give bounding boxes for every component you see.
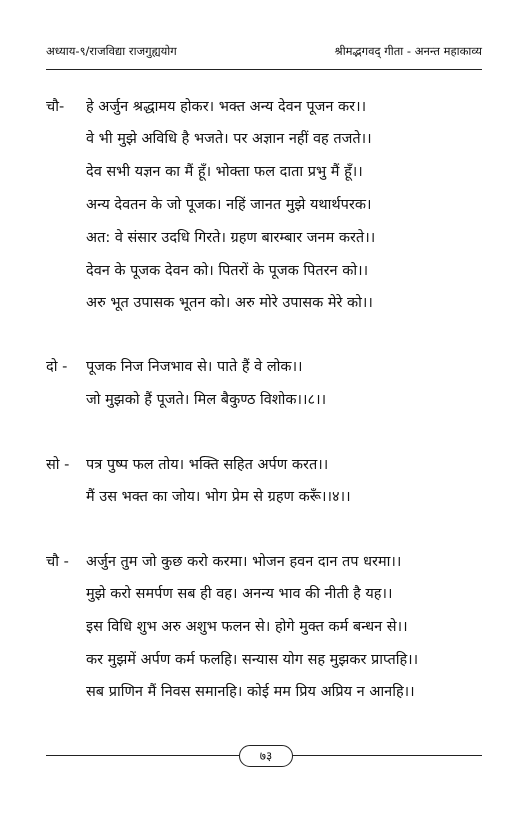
running-header	[46, 44, 482, 62]
verse-line: कर मुझमें अर्पण कर्म फलहि। सन्यास योग सह मुझकर प्राप्तहि।।	[86, 652, 419, 668]
footer-divider-right	[291, 755, 482, 756]
verse-line: मुझे करो समर्पण सब ही वह। अनन्य भाव की नीती है यह।।	[86, 586, 393, 602]
verse-line: देवन के पूजक देवन को। पितरों के पूजक पितरन को।।	[86, 263, 369, 279]
stanza-label: चौ -	[46, 554, 69, 570]
verse-line: देव सभी यज्ञन का मैं हूँ। भोक्ता फल दाता प्रभु मैं हूँ।।	[86, 164, 363, 180]
verse-line: मैं उस भक्त का जोय। भोग प्रेम से ग्रहण करूँ।।४।।	[86, 489, 351, 505]
verse-line: अर्जुन तुम जो कुछ करो करमा। भोजन हवन दान तप धरमा।।	[86, 554, 402, 570]
page-number: ७३	[239, 745, 293, 767]
book-title: श्रीमद्भगवद् गीता - अनन्त महाकाव्य	[334, 44, 482, 58]
verse-line: अरु भूत उपासक भूतन को। अरु मोरे उपासक मेरे को।।	[86, 295, 373, 311]
stanza-label: दो -	[46, 359, 68, 375]
header-divider	[46, 69, 482, 70]
stanza-label: चौ-	[46, 99, 65, 115]
verse-line: हे अर्जुन श्रद्धामय होकर। भक्त अन्य देवन पूजन कर।।	[86, 99, 367, 115]
verse-line: अन्य देवतन के जो पूजक। नहिं जानत मुझे यथार्थपरक।	[86, 197, 372, 213]
verse-line: वे भी मुझे अविधि है भजते। पर अज्ञान नहीं वह तजते।।	[86, 131, 372, 147]
footer-divider-left	[46, 755, 239, 756]
verse-line: पत्र पुष्प फल तोय। भक्ति सहित अर्पण करत।।	[86, 457, 329, 473]
verse-line: अत: वे संसार उदधि गिरते। ग्रहण बारम्बार जनम करते।।	[86, 230, 376, 246]
chapter-title: अध्याय-९/राजविद्या राजगुह्ययोग	[46, 44, 177, 58]
verse-line: पूजक निज निजभाव से। पाते हैं वे लोक।।	[86, 359, 303, 375]
verse-line: जो मुझको हैं पूजते। मिल बैकुण्ठ विशोक।।८।।	[86, 392, 327, 408]
verse-line: इस विधि शुभ अरु अशुभ फलन से। होगे मुक्त कर्म बन्धन से।।	[86, 619, 408, 635]
verse-line: सब प्राणिन मैं निवस समानहि। कोई मम प्रिय अप्रिय न आनहि।।	[86, 684, 415, 700]
stanza-label: सो -	[46, 457, 70, 473]
